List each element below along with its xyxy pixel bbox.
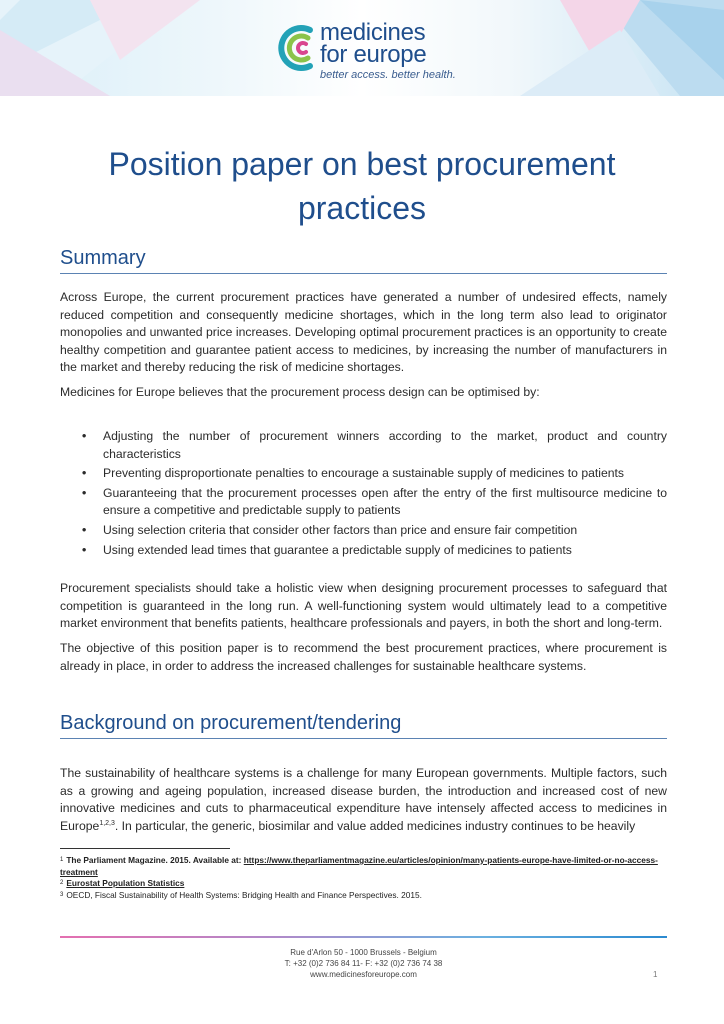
bullet-icon: • [82, 429, 87, 443]
logo-line-1: medicines [320, 19, 426, 46]
background-heading: Background on procurement/tendering [60, 711, 667, 739]
summary-bullet-list [82, 428, 667, 561]
logo-tagline: better access. better health. [320, 69, 456, 81]
summary-paragraph-2 [60, 384, 667, 402]
footnote-3-text: OECD, Fiscal Sustainability of Health Systems: Bridging Health and Finance Perspectives. 2015. [66, 889, 422, 900]
footnotes [60, 855, 667, 901]
footnote-1-text: The Parliament Magazine. 2015. Available at: [66, 855, 244, 865]
footnote-2-link[interactable]: Eurostat Population Statistics [66, 878, 185, 888]
background-text-main: The sustainability of healthcare systems is a challenge for many European governments. Multiple factors, such as a growing and ageing population, increased disease burden, the introduction and increased cost of new innovative medicines and cuts to pharmaceutical expenditure have intensely affected access to medicines in Europe [60, 766, 667, 833]
footnote-3-number: 3 [60, 891, 64, 898]
summary-heading: Summary [60, 246, 667, 274]
bullet-text: Using extended lead times that guarantee a predictable supply of medicines to patients [103, 542, 572, 557]
page-number: 1 [653, 970, 658, 979]
bullet-icon: • [82, 466, 87, 481]
document-title: Position paper on best procurement practices [108, 146, 616, 226]
list-item [82, 522, 667, 540]
background-paragraph-1 [60, 765, 667, 835]
summary-paragraph-4 [60, 640, 667, 675]
summary-paragraph-2-text: Medicines for Europe believes that the procurement process design can be optimised by: [60, 385, 540, 399]
footer-address: Rue d'Arlon 50 - 1000 Brussels - Belgium [290, 948, 437, 957]
medicines-for-europe-logo [276, 19, 476, 86]
header-banner [0, 0, 724, 96]
bullet-icon: • [82, 522, 87, 537]
logo-line-2: for europe [320, 41, 427, 68]
bullet-text: Preventing disproportionate penalties to encourage a sustainable supply of medicines to patients [103, 466, 625, 481]
page-footer [60, 947, 667, 980]
bullet-icon: • [82, 485, 87, 500]
list-item [82, 542, 667, 560]
bullet-icon: • [82, 542, 87, 557]
list-item [82, 485, 667, 520]
list-item [82, 465, 667, 483]
footnote-1 [60, 855, 667, 878]
summary-paragraph-4-text: The objective of this position paper is to recommend the best procurement practices, where procurement is already in place, in order to address the increased challenges for sustainable healthcare systems. [60, 641, 667, 673]
footnote-1-number: 1 [60, 857, 64, 863]
footer-phone: T: +32 (0)2 736 84 11- F: +32 (0)2 736 74 38 [284, 959, 443, 968]
background-text-tail: . In particular, the generic, biosimilar and value added medicines industry continues to be heavily [114, 818, 636, 833]
footnote-1-link[interactable]: https://www.theparliamentmagazine.eu/articles/opinion/many-patients-europe-have-limited-or-no-access-treatment [60, 855, 658, 877]
bullet-text: Adjusting the number of procurement winners according to the market, product and country characteristics [103, 429, 667, 461]
summary-paragraph-3-text: Procurement specialists should take a holistic view when designing procurement processes to safeguard that competition is guaranteed in the long run. A well-functioning system would ultimately lead to a competitive market environment that benefits patients, healthcare professionals and payers, in both the short and long-term. [60, 581, 667, 631]
footnote-3 [60, 890, 667, 902]
footer-divider [60, 936, 667, 938]
bullet-text: Guaranteeing that the procurement processes open after the entry of the first multisource medicine to ensure a competitive and predictable supply to patients [103, 485, 667, 518]
summary-paragraph-1 [60, 289, 667, 377]
footnote-divider [60, 848, 230, 849]
list-item [82, 428, 667, 463]
bullet-text: Using selection criteria that consider other factors than price and ensure fair competition [103, 522, 578, 537]
background-paragraph-1-text [60, 765, 667, 835]
footnote-refs: 1,2,3 [99, 819, 115, 827]
footnote-2-number: 2 [60, 880, 64, 886]
summary-paragraph-1-text: Across Europe, the current procurement practices have generated a number of undesired effects, namely reduced competition and consequently medicine shortages, which in the long term also lead to originator monopolies and unwanted price increases. Developing optimal procurement practices is an opportunity to create healthy competition and guarantee patient access to medicines, by increasing the number of manufacturers in the market and thereby reducing the risk of medicine shortages. [60, 290, 667, 375]
summary-paragraph-3 [60, 580, 667, 633]
logo-mark-icon [276, 22, 316, 74]
footnote-2 [60, 878, 667, 890]
footer-website[interactable]: www.medicinesforeurope.com [310, 970, 417, 979]
